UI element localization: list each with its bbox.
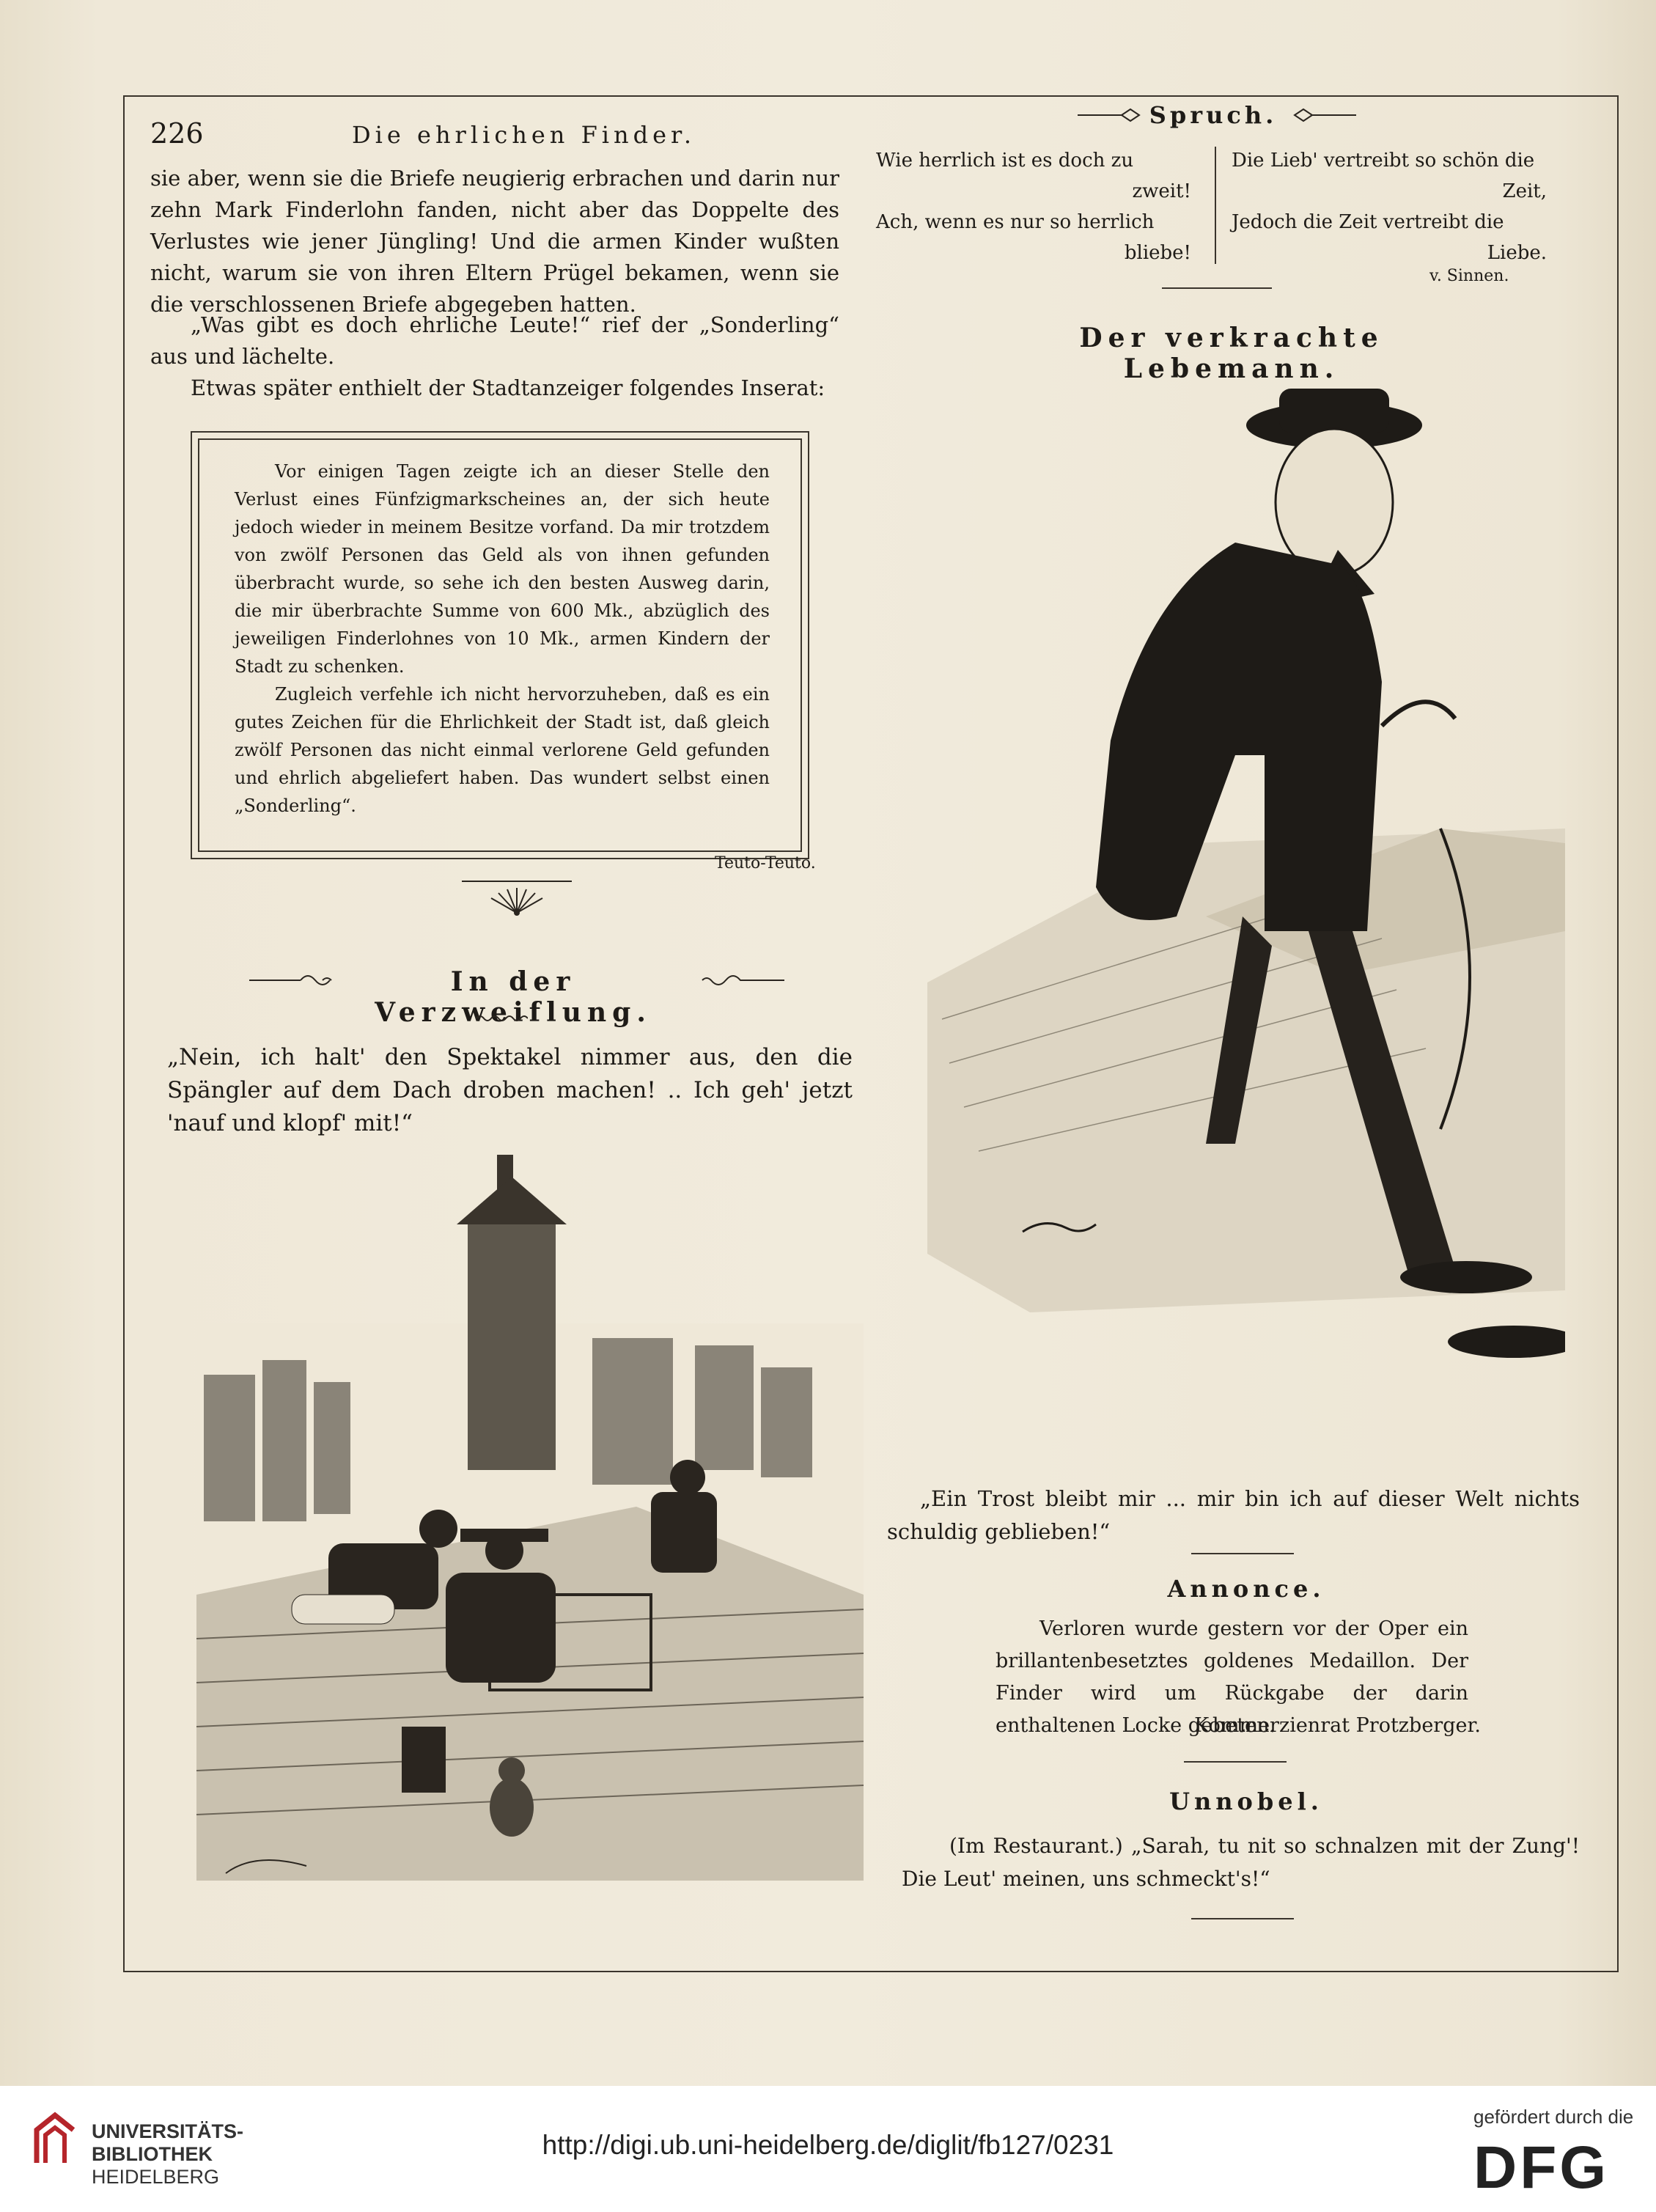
story-paragraph-1 [150, 163, 839, 320]
story-paragraph-3 [150, 372, 839, 404]
flourish-right-icon [696, 969, 784, 991]
spruch-right-verse [1232, 145, 1547, 268]
verse-line: Die Lieb' vertreibt so schön die [1232, 150, 1535, 172]
verse-line: Wie herrlich ist es doch zu [876, 150, 1134, 172]
annonce-signature: Kommerzienrat Protzberger. [1194, 1714, 1481, 1737]
funding-label: gefördert durch die [1473, 2106, 1634, 2128]
library-name-line: UNIVERSITÄTS- [92, 2120, 244, 2142]
verzweiflung-text: „Nein, ich halt' den Spektakel nimmer aus, den die Spängler auf dem Dach droben machen! .. Ich geh' jetzt 'nauf und klopf' mit!“ [167, 1044, 853, 1136]
rooftop-illustration [196, 1155, 864, 1881]
story-text: sie aber, wenn sie die Briefe neugierig erbrachen und darin nur zehn Mark Finderlohn fanden, nicht aber das Doppelte des Verlustes wie jener Jüngling! Und die armen Kinder wußten nicht, warum sie von ihren Eltern Prügel bekamen, wenn sie die verschlossenen Briefe abgegeben hatten. [150, 166, 839, 317]
section-rule [1191, 1553, 1294, 1554]
section-heading-lebemann: Der verkrachte Lebemann. [1079, 323, 1384, 384]
advertisement-text [235, 458, 770, 820]
verse-line: Liebe. [1487, 242, 1547, 264]
spruch-left-verse [876, 145, 1191, 268]
section-rule [1162, 287, 1272, 289]
column-divider [1215, 147, 1216, 264]
spruch-author: v. Sinnen. [1429, 267, 1509, 285]
verse-line: zweit! [1132, 180, 1191, 202]
advertisement-box [198, 438, 802, 852]
section-heading-spruch: Spruch. [1149, 101, 1278, 129]
section-heading-verzweiflung: In der Verzweiflung. [375, 966, 652, 1028]
library-name-line: BIBLIOTHEK [92, 2143, 213, 2165]
section-heading-annonce: Annonce. [1167, 1575, 1325, 1603]
dfg-logo[interactable]: DFG [1473, 2134, 1610, 2201]
permalink-url[interactable]: http://digi.ub.uni-heidelberg.de/diglit/fb127/0231 [542, 2130, 1114, 2160]
verse-line: bliebe! [1124, 242, 1191, 264]
story-signature: Teuto-Teuto. [715, 854, 816, 872]
section-heading-unnobel: Unnobel. [1169, 1787, 1323, 1815]
verse-line: Zeit, [1502, 180, 1547, 202]
story-text: Etwas später enthielt der Stadtanzeiger folgendes Inserat: [191, 375, 825, 400]
lebemann-illustration [927, 374, 1565, 1459]
advertisement-paragraph: Zugleich verfehle ich nicht hervorzuheben, daß es ein gutes Zeichen für die Ehrlichkeit der Stadt ist, daß gleich zwölf Personen das nicht einmal verlorene Geld gefunden und ehrlich abgeliefert haben. Das wundert selbst einen „Sonderling“. [235, 684, 770, 816]
running-title: Die ehrlichen Finder. [352, 121, 696, 149]
annonce-text: Verloren wurde gestern vor der Oper ein brillantenbesetztes goldenes Medaillon. Der Finder wird um Rückgabe der darin enthaltenen Locke gebeten. [996, 1617, 1468, 1737]
story-text: „Was gibt es doch ehrliche Leute!“ rief der „Sonderling“ aus und lächelte. [150, 312, 839, 369]
flourish-left-icon [1078, 106, 1151, 125]
story-paragraph-2 [150, 309, 839, 372]
page-number: 226 [150, 117, 204, 150]
verse-line: Ach, wenn es nur so herrlich [876, 211, 1155, 233]
lebemann-caption: „Ein Trost bleibt mir ... mir bin ich auf dieser Welt nichts schuldig geblieben!“ [887, 1486, 1580, 1544]
unnobel-text: (Im Restaurant.) „Sarah, tu nit so schnalzen mit der Zung'! Die Leut' meinen, uns schmeckt's!“ [902, 1834, 1580, 1891]
verse-line: Jedoch die Zeit vertreibt die [1232, 211, 1504, 233]
ornament-icon [462, 880, 572, 924]
advertisement-paragraph: Vor einigen Tagen zeigte ich an dieser Stelle den Verlust eines Fünfzigmarkscheines an, der sich heute jedoch wieder in meinem Besitze vorfand. Da mir trotzdem von zwölf Personen das Geld als von ihnen gefunden überbracht wurde, so sehe ich den besten Ausweg darin, die mir überbrachte Summe von 600 Mk., abzüglich des jeweiligen Finderlohnes von 10 Mk., armen Kindern der Stadt zu schenken. [235, 461, 770, 677]
section-rule [1184, 1761, 1287, 1763]
section-rule [1191, 1918, 1294, 1919]
flourish-right-icon [1283, 106, 1356, 125]
wave-rule-icon [476, 1013, 528, 1024]
library-name-line: HEIDELBERG [92, 2166, 220, 2188]
